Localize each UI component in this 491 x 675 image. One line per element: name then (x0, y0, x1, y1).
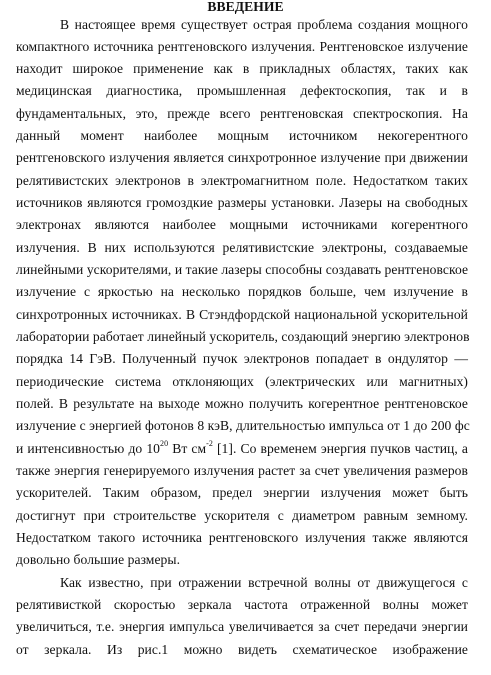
text-line: достигнут при строительстве ускорителя с диаметром равным земному. (16, 508, 468, 523)
text-line: ускорителей. Таким образом, предел энергии излучения может быть (16, 485, 468, 500)
text-line: медицинская диагностика, промышленная дефектоскопия, так и в (16, 83, 468, 98)
text-line: довольно большие размеры. (16, 552, 181, 567)
text-line: компактного источника рентгеновского излучения. Рентгеновское излучение (16, 39, 468, 54)
text-line-with-superscripts (16, 441, 468, 457)
text-line: релятивистских электронов в электромагнитном поле. Недостатком таких (16, 173, 468, 188)
text-line: излучение с яркостью на несколько порядков больше, чем излучение в (16, 284, 468, 299)
text-line: увеличиться, т.е. энергия импульса увеличивается за счет передачи энергии (16, 619, 468, 634)
text-line: Недостатком такого источника рентгеновского излучения также являются (16, 530, 468, 545)
text-line: от зеркала. Из рис.1 можно видеть схематическое изображение (16, 642, 468, 657)
text-line: порядка 14 ГэВ. Полученный пучок электронов попадает в ондулятор — (16, 351, 468, 366)
text-segment: и интенсивностью до 10 (16, 441, 161, 456)
text-line: синхротронных источниках. В Стэндфордской национальной ускорительной (16, 307, 468, 322)
text-segment: [1]. Со временем энергия пучков частиц, а (212, 441, 468, 456)
text-line: рентгеновского излучения является синхротронное излучение при движении (16, 150, 468, 165)
superscript: -2 (206, 439, 213, 449)
text-line: находит широкое применение как в прикладных областях, таких как (16, 61, 468, 76)
text-line: В настоящее время существует острая проблема создания мощного (60, 17, 468, 32)
text-line: электронах являются наиболее мощными источниками когерентного (16, 217, 468, 232)
text-line: также энергия генерируемого излучения растет за счет увеличения размеров (16, 463, 468, 478)
text-segment: Вт см (168, 441, 207, 456)
text-line: линейными ускорителями, и такие лазеры способны создавать рентгеновское (16, 262, 469, 277)
text-line: Как известно, при отражении встречной волны от движущегося с (60, 575, 468, 590)
text-line: лаборатории работает линейный ускоритель, создающий энергию электронов (16, 329, 470, 344)
text-line: излучения. В них используются релятивистские электроны, создаваемые (16, 240, 468, 255)
text-line: релятивисткой скоростью зеркала частота отраженной волны может (16, 597, 468, 612)
text-line: излучение с энергией фотонов 8 кэВ, длительностью импульса от 1 до 200 фс (16, 418, 470, 433)
text-line: данный момент наиболее мощным источником некогерентного (16, 128, 468, 143)
text-line: полей. В результате на выходе можно получить когерентное рентгеновское (16, 396, 468, 411)
page-title: ВВЕДЕНИЕ (207, 0, 284, 14)
text-line: фундаментальных, это, прежде всего рентгеновская спектроскопия. На (16, 106, 468, 121)
text-line: периодические система отклоняющих (электрических или магнитных) (16, 374, 468, 389)
text-line: источников являются громоздкие размеры установки. Лазеры на свободных (16, 195, 468, 210)
superscript: 20 (160, 439, 169, 449)
